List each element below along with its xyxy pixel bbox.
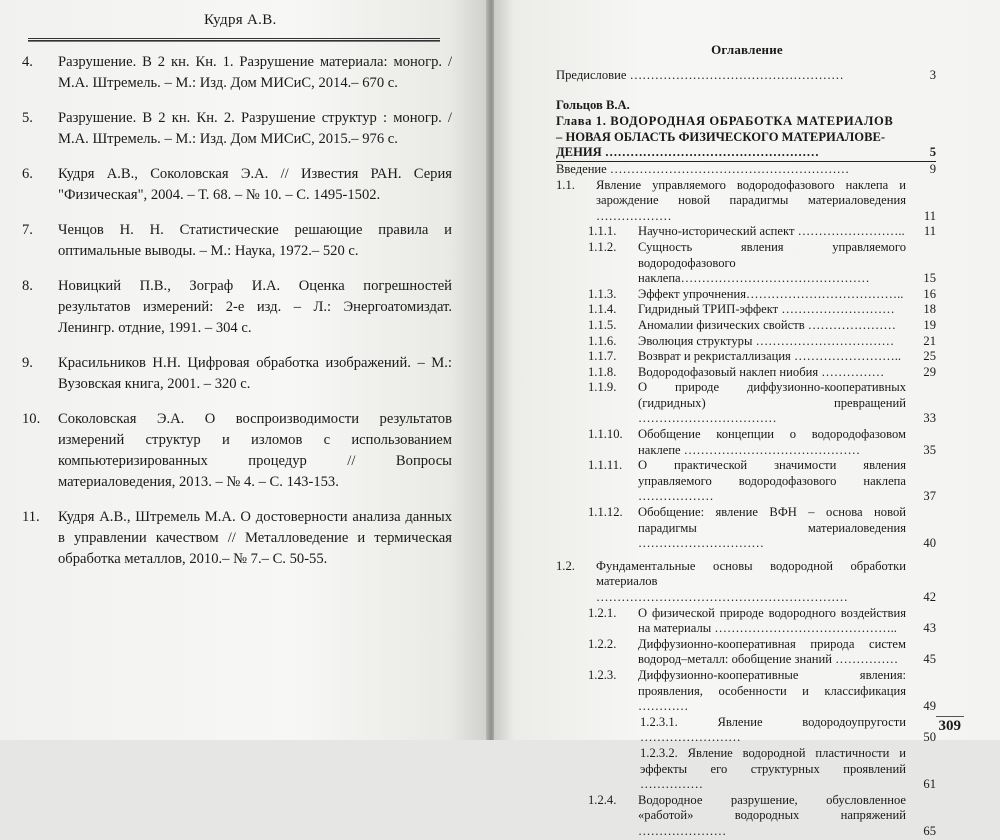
toc-entry [556,365,936,381]
table-of-contents [556,68,936,840]
toc-entry [556,349,936,365]
toc-chapter-line3: ДЕНИЯ …………………………………………… [556,145,819,160]
toc-entry [556,224,936,240]
toc-entry-title: Возврат и рекристаллизация …………………….. [638,349,902,364]
reference-number: 5. [22,110,33,126]
toc-intro-page: 9 [929,161,936,176]
reference-item [22,52,452,94]
reference-number: 4. [22,54,33,70]
reference-number: 7. [22,222,33,238]
toc-entry-number: 1.1.3. [588,286,617,301]
toc-entry-page: 21 [923,333,936,348]
toc-entry [556,637,936,668]
reference-item [22,220,452,262]
toc-entry-number: 1.1.5. [588,317,617,332]
toc-entry-number: 1.1.1. [588,224,617,239]
toc-entry [556,668,936,715]
toc-entry [556,380,936,427]
toc-entry-number: 1.2.1. [588,605,617,620]
reference-number: 8. [22,278,33,294]
toc-entry [556,240,936,287]
toc-entry-title: Эволюция структуры …………………………… [638,333,895,348]
toc-entry-title: Явление управляемого водородофазового наклепа и зарождение новой парадигмы материаловедения ……………… [596,177,906,223]
toc-entry-page: 61 [923,777,936,792]
toc-entry-title: Сущность явления управляемого водородофазового наклепа……………………………………… [638,239,906,286]
toc-entry-page: 50 [923,730,936,745]
toc-entry-page: 37 [923,489,936,504]
toc-entry-number: 1.2. [556,558,575,573]
toc-preface-title: Предисловие [556,68,627,82]
toc-entry [556,302,936,318]
toc-entry-number: 1.1.2. [588,239,617,254]
reference-number: 10. [22,411,41,427]
reference-number: 6. [22,166,33,182]
toc-entry-number: 1.2.2. [588,636,617,651]
toc-entry-title: Диффузионно-кооперативные явления: проявления, особенности и классификация ………… [638,667,906,714]
reference-item [22,164,452,206]
toc-intro-dots: ………………………………………………… [606,161,850,176]
toc-entry-page: 18 [923,302,936,317]
toc-entry [556,715,936,746]
toc-entry [556,318,936,334]
toc-entry-page: 11 [923,224,936,239]
toc-entry-title: Гидридный ТРИП-эффект ……………………… [638,302,895,317]
header-rule [28,38,440,42]
toc-entry [556,746,936,793]
toc-entry-page: 42 [923,590,936,604]
reference-text: Новицкий П.В., Зограф И.А. Оценка погрешностей результатов измерений: 2-е изд. – Л.: Энергоатомиздат. Ленингр. отдние, 1991. – 304 с. [58,278,452,336]
toc-entry-title: Аномалии физических свойств ………………… [638,317,896,332]
toc-entry-page: 16 [923,286,936,301]
toc-entry [556,505,936,552]
toc-entry-title: О природе диффузионно-кооперативных (гидридных) превращений …………………………… [638,380,906,426]
toc-entry [556,793,936,840]
toc-entry-number: 1.1.8. [588,364,617,379]
right-page [494,0,1000,838]
toc-author: Гольцов В.А. [556,97,630,112]
toc-intro [556,162,936,178]
reference-text: Разрушение. В 2 кн. Кн. 1. Разрушение материала: моногр. / М.А. Штремель. – М.: Изд. Дом МИСиС, 2014.– 670 с. [58,54,452,91]
toc-chapter-page: 5 [929,145,936,160]
reference-item [22,409,452,493]
toc-preface-dots: …………………………………………… [626,68,844,82]
toc-entry-number: 1.2.3. [588,667,617,682]
toc-chapter-line1: Глава 1. ВОДОРОДНАЯ ОБРАБОТКА МАТЕРИАЛОВ [556,114,894,129]
running-head: Кудря А.В. [204,12,277,28]
toc-entry-page: 49 [923,699,936,714]
toc-entry-page: 19 [923,317,936,332]
toc-entry-number: 1.1.12. [588,505,623,520]
toc-title: Оглавление [711,42,783,57]
toc-entry [556,427,936,458]
toc-entry-page: 29 [923,364,936,379]
reference-number: 9. [22,355,33,371]
toc-entry-number: 1.1.6. [588,333,617,348]
toc-entry-number: 1.1.10. [588,427,623,442]
reference-list [22,52,452,584]
toc-entry-page: 65 [923,823,936,838]
reference-text: Ченцов Н. Н. Статистические решающие правила и оптимальные выводы. – М.: Наука, 1972.– 520 с. [58,222,452,259]
toc-entry [556,178,936,225]
toc-entry-title: 1.2.3.2. Явление водородной пластичности и эффекты его структурных проявлений …………… [640,745,906,792]
reference-item [22,108,452,150]
toc-entry-number: 1.1.7. [588,349,617,364]
toc-entry-title: Эффект упрочнения……………………………….. [638,286,904,301]
toc-entry-title: Фундаментальные основы водородной обработки материалов …………………………………………………… [596,558,906,604]
toc-entry-page: 15 [923,271,936,286]
toc-entry [556,334,936,350]
reference-text: Кудря А.В., Соколовская Э.А. // Известия РАН. Серия "Физическая", 2004. – Т. 68. – № 10. – С. 1495-1502. [58,166,452,203]
reference-item [22,507,452,570]
toc-entry-title: Диффузионно-кооперативная природа систем водород–металл: обобщение знаний …………… [638,636,906,667]
toc-chapter-line2: – НОВАЯ ОБЛАСТЬ ФИЗИЧЕСКОГО МАТЕРИАЛОВЕ- [556,129,886,144]
reference-number: 11. [22,509,40,525]
reference-text: Разрушение. В 2 кн. Кн. 2. Разрушение структур : моногр. / М.А. Штремель. – М.: Изд. Дом МИСиС, 2015.– 976 с. [58,110,452,147]
toc-entry-page: 35 [923,442,936,457]
toc-intro-title: Введение [556,161,607,176]
toc-chapter [556,114,936,162]
toc-entry-title: 1.2.3.1. Явление водородоупругости …………………… [640,714,906,745]
reference-item [22,353,452,395]
toc-entry-number: 1.1. [556,177,575,192]
toc-entry-number: 1.1.9. [588,380,617,395]
left-page [0,0,488,740]
toc-entry-page: 45 [923,652,936,667]
toc-entry [556,606,936,637]
toc-entry-title: Научно-исторический аспект …………………….. [638,224,905,239]
reference-text: Соколовская Э.А. О воспроизводимости результатов измерений структур и изломов с использованием компьютеризированных процедур // Вопросы материаловедения, 2013. – № 4. – С. 143-153. [58,411,452,490]
toc-entry-page: 43 [923,621,936,636]
reference-item [22,276,452,339]
toc-entry-page: 11 [923,208,936,223]
toc-entry [556,287,936,303]
toc-entry-number: 1.1.4. [588,302,617,317]
page-number: 309 [936,716,965,736]
toc-entry-page: 33 [923,411,936,426]
toc-entry-title: О практической значимости явления управляемого водородофазового наклепа ……………… [638,458,906,504]
toc-entry-title: Водородное разрушение, обусловленное «работой» водородных напряжений ………………… [638,792,906,838]
toc-entries [556,178,936,840]
toc-entry-number: 1.1.11. [588,458,623,473]
toc-entry-title: Обобщение концепции о водородофазовом наклепе …………………………………… [638,427,906,457]
reference-text: Кудря А.В., Штремель М.А. О достоверности анализа данных в управлении качеством // Металловедение и термическая обработка металлов, 2010.– № 7.– С. 50-55. [58,509,452,567]
toc-entry-number: 1.2.4. [588,792,617,807]
reference-text: Красильников Н.Н. Цифровая обработка изображений. – М.: Вузовская книга, 2001. – 320 с. [58,355,452,392]
toc-entry [556,458,936,505]
toc-preface-page: 3 [929,68,936,82]
toc-entry-title: О физической природе водородного воздействия на материалы …………………………………….. [638,605,906,636]
toc-entry-page: 40 [923,536,936,551]
toc-entry-title: Обобщение: явление ВФН – основа новой парадигмы материаловедения ………………………… [638,505,906,551]
toc-entry-page: 25 [923,349,936,364]
toc-entry [556,559,936,606]
toc-entry-title: Водородофазовый наклеп ниобия …………… [638,364,885,379]
toc-preface [556,68,936,84]
toc-gap [556,552,936,559]
